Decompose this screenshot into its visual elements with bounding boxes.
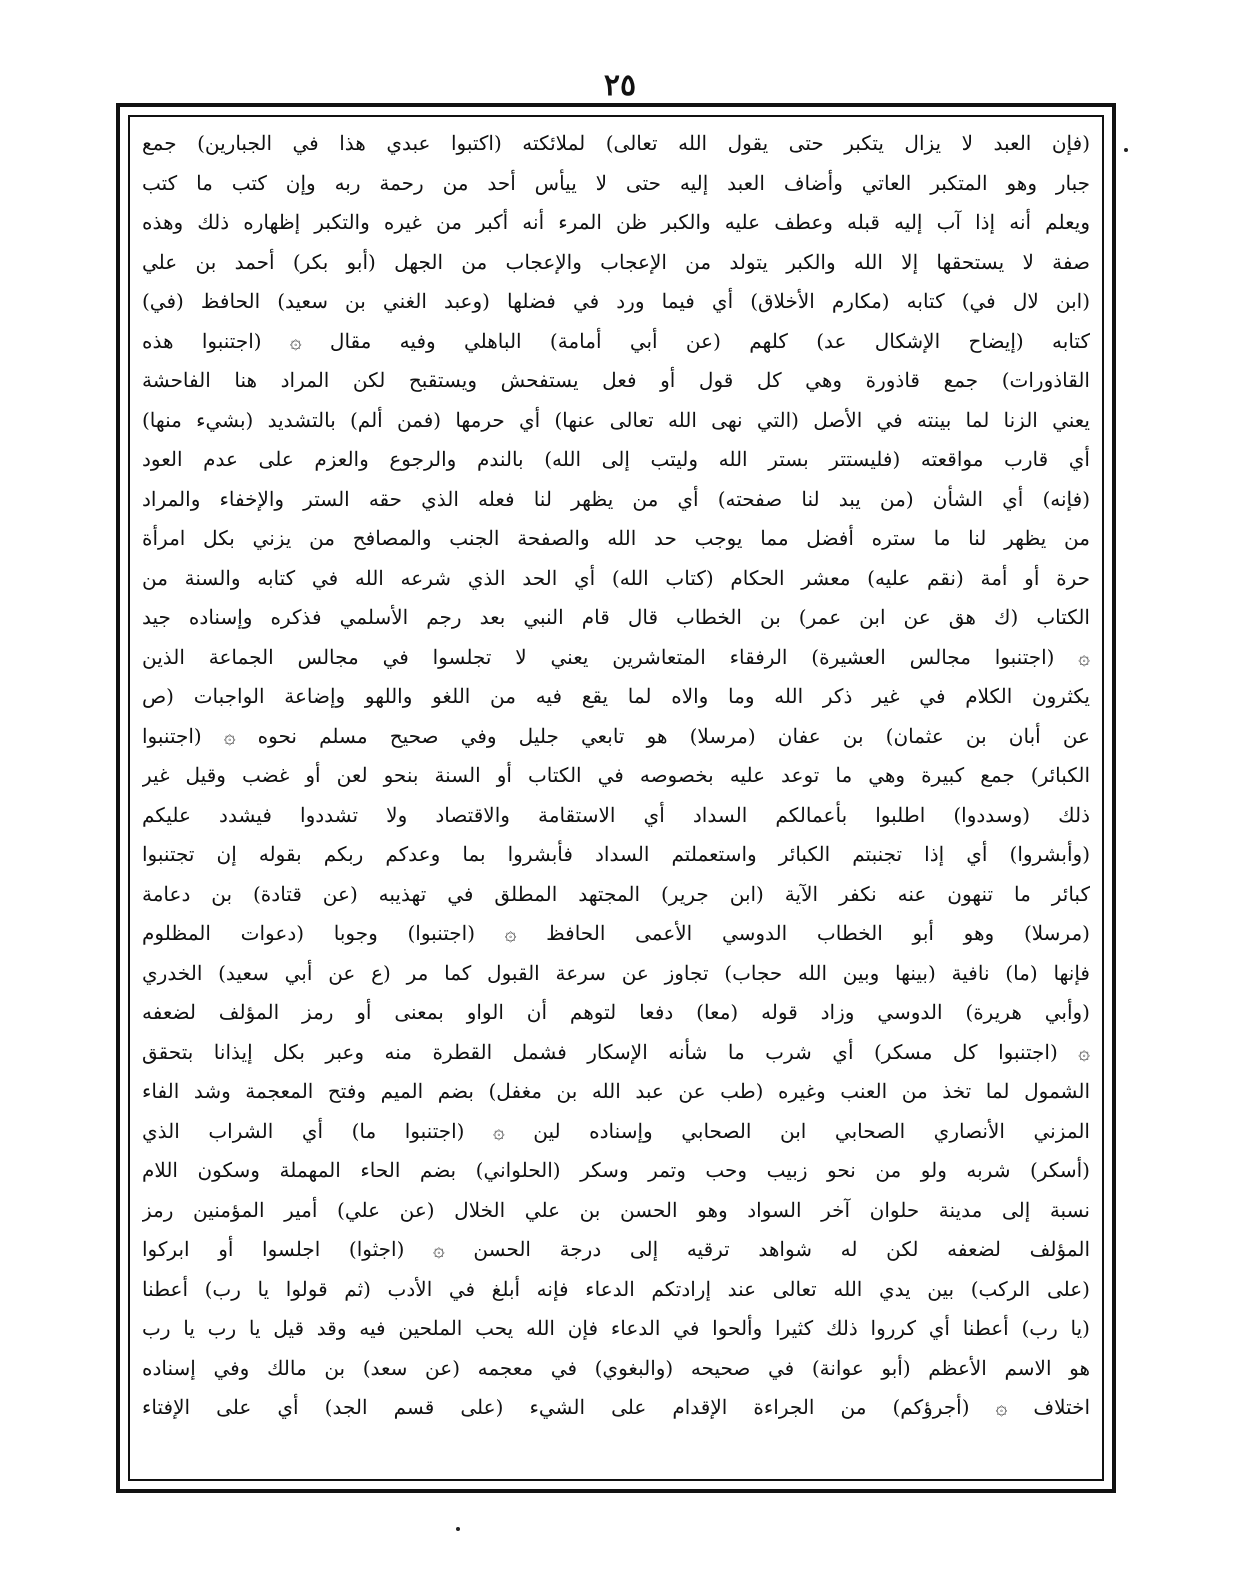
text-line: (فإن العبد لا يزال يتكبر حتى يقول الله تعالى) لملائكته (اكتبوا عبدي هذا في الجبارين) جمع <box>142 131 1090 155</box>
text-line: الشمول لما تخذ من العنب وغيره (طب عن عبد الله بن مغفل) بضم الميم وفتح المعجمة وشد الفاء <box>142 1079 1090 1103</box>
text-line: ۞ (اجتنبوا كل مسكر) أي شرب ما شأنه الإسكار فشمل القطرة منه وعبر بكل إيذانا بتحقق <box>142 1039 1090 1064</box>
text-line: القاذورات) جمع قاذورة وهي كل قول أو فعل يستفحش ويستقبح لكن المراد هنا الفاحشة <box>142 368 1090 392</box>
text-line: (وأبشروا) أي إذا تجنبتم الكبائر واستعملتم السداد فأبشروا بما وعدكم ربكم بقوله إن تجتنبوا <box>142 842 1090 866</box>
text-line: ۞ (اجتنبوا مجالس العشيرة) الرفقاء المتعاشرين يعني لا تجلسوا في مجالس الجماعة الذين <box>142 644 1090 669</box>
text-line: جبار وهو المتكبر العاتي وأضاف العبد إليه حتى لا ييأس أحد من رحمة ربه وإن كتب ما كتب <box>142 170 1090 195</box>
text-line: اختلاف ۞ (أجرؤكم) من الجراءة الإقدام على الشيء (على قسم الجد) أي على الإفتاء <box>142 1395 1090 1419</box>
margin-dot-right <box>1124 148 1128 152</box>
text-line: (فإنه) أي الشأن (من يبد لنا صفحته) أي من يظهر لنا فعله الذي حقه الستر والإخفاء والمراد <box>142 486 1090 511</box>
text-line: (على الركب) بين يدي الله تعالى عند إرادتكم الدعاء فإنه أبلغ في الأدب (ثم قولوا يا رب) أعطنا <box>142 1276 1090 1301</box>
main-text-block <box>142 124 1090 1476</box>
text-line: (يا رب) أعطنا أي كرروا ذلك كثيرا وألحوا في الدعاء فإن الله يحب الملحين فيه وقد قيل يا رب يا رب <box>142 1316 1090 1340</box>
text-line: فإنها (ما) نافية (بينها وبين الله حجاب) تجاوز عن سرعة القبول كما مر (ع عن أبي سعيد) الخدري <box>142 960 1090 985</box>
text-line: صفة لا يستحقها إلا الله والكبر يتولد من الإعجاب والإعجاب من الجهل (أبو بكر) أحمد بن علي <box>142 249 1090 274</box>
text-line: المؤلف لضعفه لكن له شواهد ترقيه إلى درجة الحسن ۞ (اجثوا) اجلسوا أو ابركوا <box>142 1237 1090 1261</box>
margin-dot-bottom <box>456 1527 460 1531</box>
text-line: الكتاب (ك هق عن ابن عمر) بن الخطاب قال قام النبي بعد رجم الأسلمي فذكره وإسناده جيد <box>142 605 1090 629</box>
text-line: ذلك (وسددوا) اطلبوا بأعمالكم السداد أي الاستقامة والاقتصاد ولا تشددوا فيشدد عليكم <box>142 802 1090 827</box>
text-line: عن أبان بن عثمان) بن عفان (مرسلا) هو تابعي جليل وفي صحيح مسلم نحوه ۞ (اجتنبوا <box>142 723 1090 748</box>
text-line: (وأبي هريرة) الدوسي وزاد قوله (معا) دفعا لتوهم أن الواو بمعنى أو رمز المؤلف لضعفه <box>142 1000 1090 1024</box>
text-line: (أسكر) شربه ولو من نحو زبيب وحب وتمر وسكر (الحلواني) بضم الحاء المهملة وسكون اللام <box>142 1158 1090 1182</box>
text-line: يعني الزنا لما بينته في الأصل (التي نهى الله تعالى عنها) أي حرمها (فمن ألم) بالتشديد (بشيء منها) <box>142 407 1090 432</box>
text-line: (مرسلا) وهو أبو الخطاب الدوسي الأعمى الحافظ ۞ (اجتنبوا) وجوبا (دعوات المظلوم <box>142 921 1090 945</box>
text-line: هو الاسم الأعظم (أبو عوانة) في صحيحه (والبغوي) في معجمه (عن سعد) بن مالك وفي إسناده <box>142 1355 1090 1380</box>
text-line: ويعلم أنه إذا آب إليه قبله وعطف عليه والكبر ظن المرء أنه أكبر من غيره والتكبر إظهاره ذلك وهذه <box>142 210 1090 234</box>
text-line: يكثرون الكلام في غير ذكر الله وما والاه لما يقع فيه من اللغو واللهو وإضاعة الواجبات (ص <box>142 684 1090 708</box>
text-line <box>142 1428 1090 1468</box>
page-number: ٢٥ <box>603 68 637 103</box>
text-line: أي قارب مواقعته (فليستتر بستر الله وليتب إلى الله) بالندم والرجوع والعزم على عدم العود <box>142 447 1090 471</box>
text-line: الكبائر) جمع كبيرة وهي ما توعد عليه بخصوصه في الكتاب أو السنة بنحو لعن أو غضب وقيل غير <box>142 763 1090 787</box>
text-line: كبائر ما تنهون عنه نكفر الآية (ابن جرير) المجتهد المطلق في تهذيبه (عن قتادة) بن دعامة <box>142 881 1090 906</box>
text-line: نسبة إلى مدينة حلوان آخر السواد وهو الحسن بن علي الخلال (عن علي) أمير المؤمنين رمز <box>142 1197 1090 1222</box>
text-line: (ابن لال في) كتابه (مكارم الأخلاق) أي فيما ورد في فضلها (وعبد الغني بن سعيد) الحافظ (في) <box>142 289 1090 313</box>
text-line: كتابه (إيضاح الإشكال عد) كلهم (عن أبي أمامة) الباهلي وفيه مقال ۞ (اجتنبوا هذه <box>142 328 1090 353</box>
text-line: من يظهر لنا ما ستره أفضل مما يوجب حد الله والصفحة الجنب والمصافح من يزني بكل امرأة <box>142 526 1090 550</box>
text-line: المزني الأنصاري الصحابي ابن الصحابي وإسناده لين ۞ (اجتنبوا ما) أي الشراب الذي <box>142 1118 1090 1143</box>
text-line: حرة أو أمة (نقم عليه) معشر الحكام (كتاب الله) أي الحد الذي شرعه الله في كتابه والسنة من <box>142 565 1090 590</box>
